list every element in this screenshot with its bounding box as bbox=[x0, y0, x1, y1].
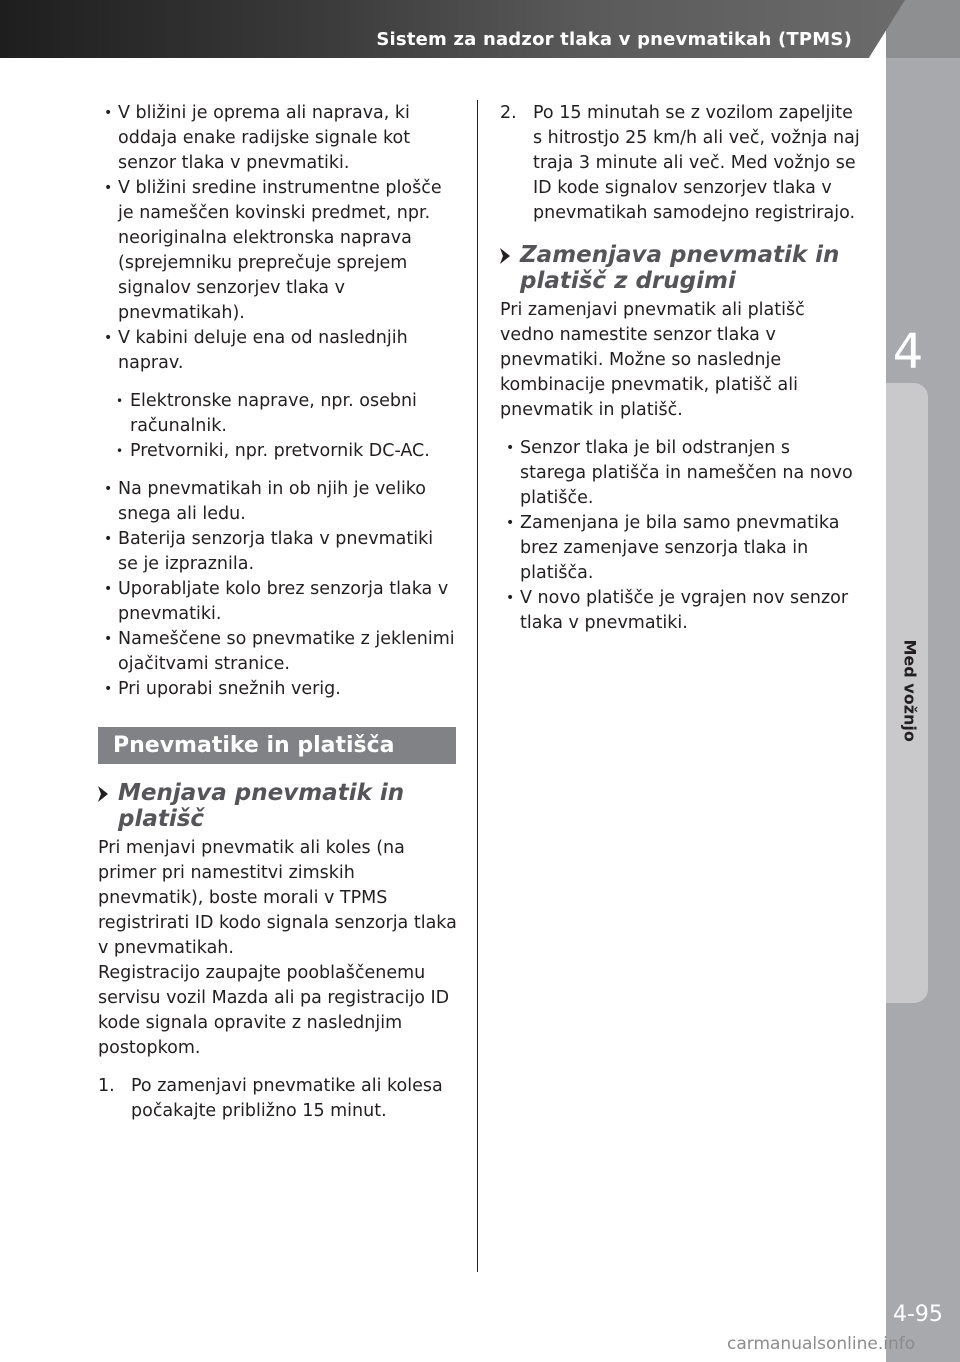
list-item: • Zamenjana je bila samo pnevmatika brez zamenjave senzorja tlaka in platišča. bbox=[500, 511, 860, 586]
subheading bbox=[98, 780, 458, 832]
subheading-marker-icon bbox=[98, 786, 108, 802]
list-item: • Senzor tlaka je bil odstranjen s starega platišča in nameščen na novo platišče. bbox=[500, 436, 860, 511]
list-item: • Na pnevmatikah in ob njih je veliko snega ali ledu. bbox=[98, 477, 458, 527]
step-text: Po zamenjavi pnevmatike ali kolesa počakajte približno 15 minut. bbox=[131, 1076, 443, 1121]
step-number: 1. bbox=[98, 1076, 115, 1096]
sub-list-item: • Pretvorniki, npr. pretvornik DC-AC. bbox=[98, 439, 458, 464]
list-item: • V bližini sredine instrumentne plošče je nameščen kovinski predmet, npr. neoriginalna elektronska naprava (sprejemniku preprečuje sprejem signalov senzorjev tlaka v pnevmatikah). bbox=[98, 176, 458, 326]
step-item bbox=[98, 1074, 458, 1124]
subheading-marker-icon bbox=[500, 248, 510, 264]
subheading-text: Menjava pnevmatik in platišč bbox=[118, 780, 405, 832]
chapter-tab-label: Med vožnjo bbox=[900, 639, 920, 742]
subheading-text: Zamenjava pnevmatik in platišč z drugimi bbox=[520, 242, 840, 294]
paragraph: Pri menjavi pnevmatik ali koles (na primer pri namestitvi zimskih pnevmatik), boste morali v TPMS registrirati ID kodo signala senzorja tlaka v pnevmatikah. bbox=[98, 838, 457, 958]
step-text: Po 15 minutah se z vozilom zapeljite s hitrostjo 25 km/h ali več, vožnja naj traja 3 minute ali več. Med vožnjo se ID kode signalov senzorjev tlaka v pnevmatikah samodejno registrirajo. bbox=[533, 103, 860, 223]
list-item: • Nameščene so pnevmatike z jeklenimi ojačitvami stranice. bbox=[98, 627, 458, 677]
column-divider bbox=[477, 100, 478, 1272]
section-title: Pnevmatike in platišča bbox=[98, 727, 456, 764]
chapter-number: 4 bbox=[892, 324, 924, 380]
step-number: 2. bbox=[500, 103, 517, 123]
list-item: • Baterija senzorja tlaka v pnevmatiki se je izpraznila. bbox=[98, 527, 458, 577]
watermark-text: carmanualsonline.info bbox=[727, 1334, 916, 1354]
list-item: • V kabini deluje ena od naslednjih naprav. bbox=[98, 326, 458, 376]
right-column bbox=[500, 101, 860, 636]
step-item bbox=[500, 101, 860, 226]
page-number: 4-95 bbox=[893, 1302, 943, 1327]
paragraph: Pri zamenjavi pnevmatik ali platišč vedno namestite senzor tlaka v pnevmatiki. Možne so naslednje kombinacije pnevmatik, platišč ali pnevmatik in platišč. bbox=[500, 300, 805, 420]
list-item: • V novo platišče je vgrajen nov senzor tlaka v pnevmatiki. bbox=[500, 586, 860, 636]
left-column bbox=[98, 101, 458, 1124]
list-item: • Uporabljate kolo brez senzorja tlaka v pnevmatiki. bbox=[98, 577, 458, 627]
list-item: • V bližini je oprema ali naprava, ki oddaja enake radijske signale kot senzor tlaka v pnevmatiki. bbox=[98, 101, 458, 176]
subheading bbox=[500, 242, 860, 294]
header-title: Sistem za nadzor tlaka v pnevmatikah (TPMS) bbox=[376, 29, 852, 50]
paragraph: Registracijo zaupajte pooblaščenemu servisu vozil Mazda ali pa registracijo ID kode signala opravite z naslednjim postopkom. bbox=[98, 963, 450, 1058]
sub-list-item: • Elektronske naprave, npr. osebni računalnik. bbox=[98, 389, 458, 439]
list-item: • Pri uporabi snežnih verig. bbox=[98, 677, 458, 702]
